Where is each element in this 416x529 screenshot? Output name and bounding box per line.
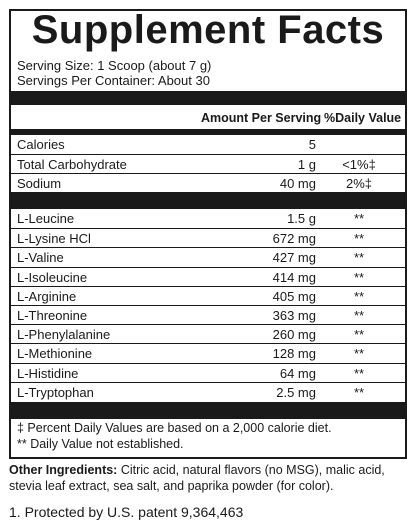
nutrient-row xyxy=(11,267,405,287)
nutrient-row xyxy=(11,382,405,402)
nutrient-daily-value: ** xyxy=(353,211,365,226)
thick-divider-top xyxy=(11,91,405,105)
nutrient-row xyxy=(11,209,405,228)
nutrient-amount: 2.5 mg xyxy=(276,384,316,400)
nutrient-daily-value: <1%‡ xyxy=(342,157,376,173)
nutrient-amount: 128 mg xyxy=(272,346,316,362)
thick-divider-bottom xyxy=(11,402,405,419)
serving-size: Serving Size: 1 Scoop (about 7 g) xyxy=(17,58,212,73)
nutrient-name: L-Arginine xyxy=(17,288,77,304)
panel-title: Supplement Facts xyxy=(31,8,385,52)
nutrient-row xyxy=(11,154,405,174)
daily-value-header: %Daily Value xyxy=(324,111,402,125)
nutrient-daily-value: ** xyxy=(353,269,365,285)
nutrient-name: L-Isoleucine xyxy=(17,269,88,285)
nutrient-amount: 414 mg xyxy=(272,269,316,285)
nutrient-amount: 260 mg xyxy=(272,327,316,343)
nutrient-name: Calories xyxy=(17,137,65,152)
nutrient-row xyxy=(11,247,405,267)
nutrient-name: L-Threonine xyxy=(17,308,88,323)
nutrient-daily-value: ** xyxy=(353,346,365,362)
footnote-dv-not-established: ** Daily Value not established. xyxy=(17,437,184,451)
amount-per-serving-header: Amount Per Serving xyxy=(201,111,322,125)
nutrient-name: Total Carbohydrate xyxy=(17,157,127,173)
patent-notice: 1. Protected by U.S. patent 9,364,463 xyxy=(9,504,244,520)
nutrient-daily-value: ** xyxy=(353,231,365,247)
nutrient-name: L-Lysine HCl xyxy=(17,231,91,247)
nutrient-row xyxy=(11,363,405,383)
nutrient-daily-value: ** xyxy=(353,250,365,266)
nutrient-row xyxy=(11,324,405,344)
other-ingredients xyxy=(9,462,407,494)
nutrient-name: L-Tryptophan xyxy=(17,384,94,400)
nutrient-daily-value: ** xyxy=(353,327,365,343)
nutrient-amount: 64 mg xyxy=(279,365,316,381)
nutrient-daily-value: ** xyxy=(353,384,365,400)
nutrient-amount: 363 mg xyxy=(272,308,316,323)
thick-divider-middle xyxy=(11,192,405,209)
nutrient-amount: 1 g xyxy=(297,157,316,173)
nutrient-name: L-Leucine xyxy=(17,211,75,226)
nutrient-name: L-Valine xyxy=(17,250,64,266)
supplement-facts-panel xyxy=(9,9,407,459)
nutrient-amount: 405 mg xyxy=(272,288,316,304)
nutrient-daily-value: ** xyxy=(353,365,365,381)
nutrient-amount: 1.5 g xyxy=(287,211,316,226)
other-ingredients-text: Citric acid, natural flavors (no MSG), malic acid, stevia leaf extract, sea salt, and paprika powder (for color). xyxy=(9,463,385,493)
nutrient-row xyxy=(11,286,405,306)
other-ingredients-label: Other Ingredients: xyxy=(9,463,118,477)
nutrient-amount: 427 mg xyxy=(272,250,316,266)
nutrient-row xyxy=(11,305,405,325)
nutrient-row xyxy=(11,343,405,363)
nutrient-name: Sodium xyxy=(17,176,62,192)
nutrient-daily-value: ** xyxy=(353,308,365,323)
nutrient-amount: 672 mg xyxy=(272,231,316,247)
nutrient-name: L-Phenylalanine xyxy=(17,327,111,343)
nutrient-name: L-Methionine xyxy=(17,346,93,362)
nutrient-name: L-Histidine xyxy=(17,365,79,381)
nutrient-daily-value: ** xyxy=(353,288,365,304)
nutrient-amount: 40 mg xyxy=(279,176,316,192)
nutrient-row xyxy=(11,173,405,193)
nutrient-amount: 5 xyxy=(308,137,316,152)
nutrient-row xyxy=(11,228,405,248)
footnote-percent-dv: ‡ Percent Daily Values are based on a 2,000 calorie diet. xyxy=(17,421,332,435)
nutrient-daily-value: 2%‡ xyxy=(345,176,373,192)
nutrient-row xyxy=(11,135,405,154)
servings-per-container: Servings Per Container: About 30 xyxy=(17,73,210,88)
